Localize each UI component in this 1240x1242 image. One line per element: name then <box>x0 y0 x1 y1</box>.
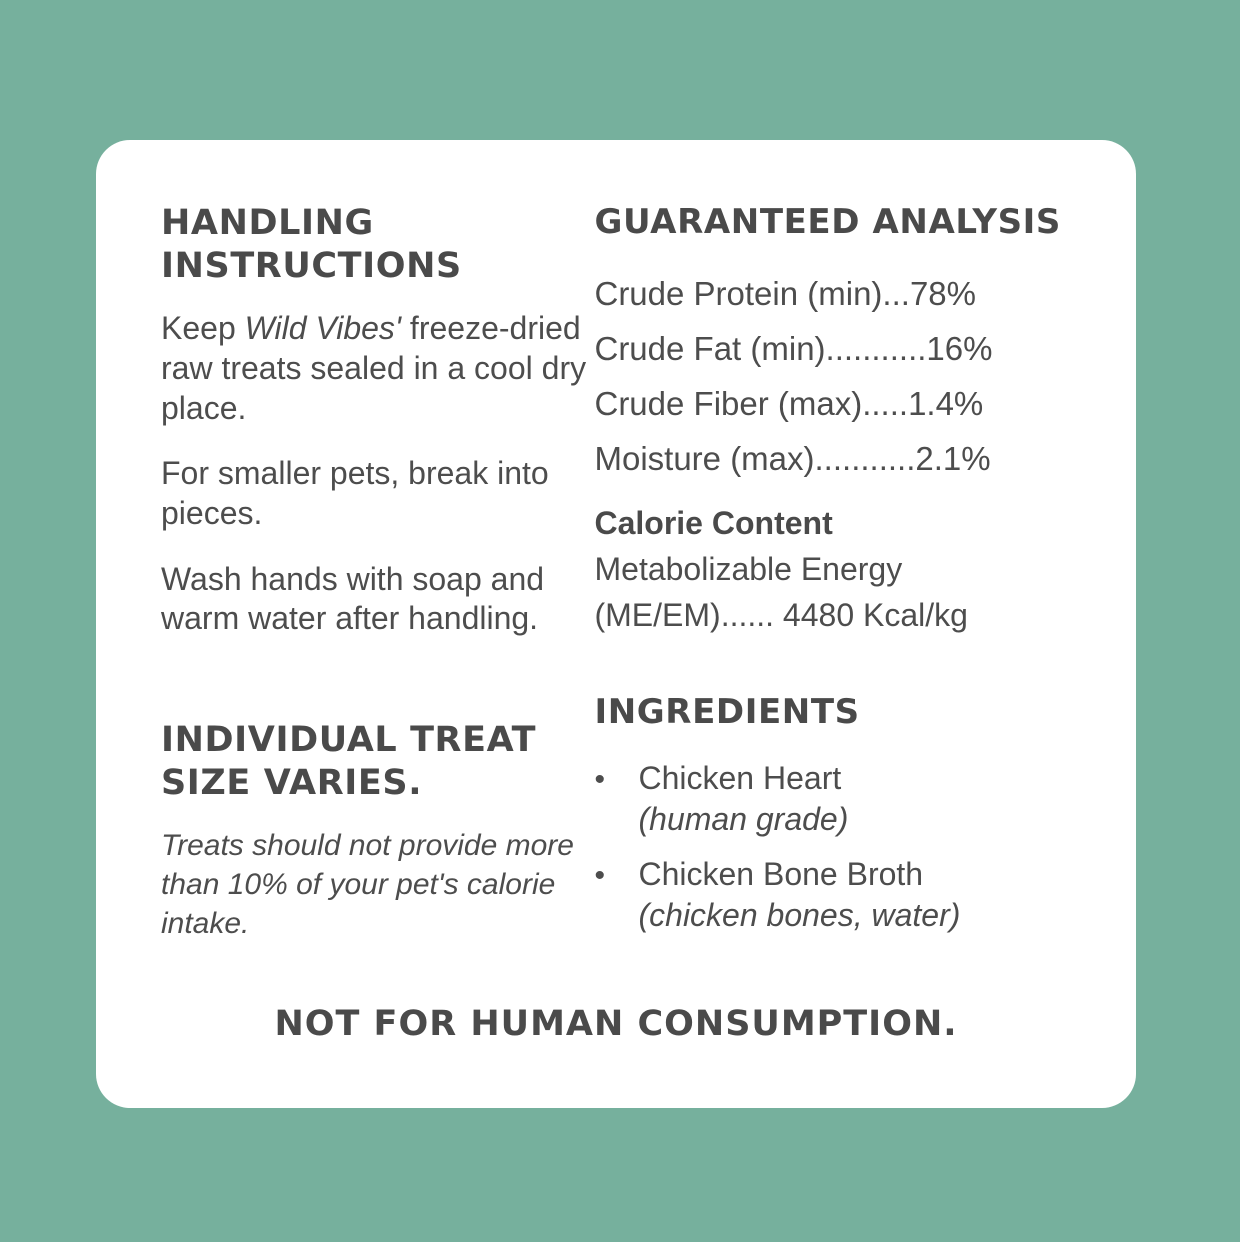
ga-label: Moisture (max) <box>594 439 815 477</box>
ga-dots: ... <box>882 275 910 313</box>
right-section-gap <box>594 638 1074 692</box>
calorie-content-subhead: Calorie Content <box>594 504 833 541</box>
ingredient-text <box>638 758 848 840</box>
bullet-icon: • <box>594 858 605 892</box>
label-columns <box>158 202 1074 950</box>
handling-paragraph-1-prefix: Keep <box>161 310 245 347</box>
ga-label: Crude Protein (min) <box>594 275 883 313</box>
ga-label: Crude Fiber (max) <box>594 385 863 422</box>
guaranteed-analysis-row <box>594 322 1074 377</box>
guaranteed-analysis-row <box>594 432 1074 487</box>
handling-paragraph-2: For smaller pets, break into pieces. <box>161 455 549 532</box>
ingredient-detail: (chicken bones, water) <box>638 896 961 933</box>
left-section-gap <box>161 665 594 719</box>
ga-label: Crude Fat (min) <box>594 330 826 368</box>
ga-value: 1.4% <box>908 385 984 422</box>
ga-value: 78% <box>909 275 976 313</box>
left-column <box>158 202 594 943</box>
handling-instructions-heading: HANDLING INSTRUCTIONS <box>161 203 462 286</box>
right-column <box>594 202 1074 950</box>
ingredients-list <box>594 758 1074 936</box>
not-for-human-consumption-footer: NOT FOR HUMAN CONSUMPTION. <box>274 1004 958 1044</box>
ga-dots: ..... <box>862 385 909 422</box>
ingredient-name: Chicken Bone Broth <box>638 855 924 892</box>
list-item <box>594 758 1074 840</box>
product-label-card <box>96 140 1136 1108</box>
guaranteed-analysis-row <box>594 377 1074 432</box>
guaranteed-analysis-row <box>594 267 1074 322</box>
ingredients-heading: INGREDIENTS <box>594 692 860 733</box>
ga-value: 16% <box>926 330 993 368</box>
treat-size-note: Treats should not provide more than 10% of your pet's calorie intake. <box>161 829 574 941</box>
handling-paragraph-3: Wash hands with soap and warm water after handling. <box>161 560 545 637</box>
guaranteed-analysis-heading: GUARANTEED ANALYSIS <box>594 202 1062 242</box>
ingredient-detail: (human grade) <box>638 800 849 837</box>
ingredient-text <box>638 854 960 936</box>
calorie-content-line-1: Metabolizable Energy <box>594 550 903 587</box>
ingredient-name: Chicken Heart <box>638 759 842 796</box>
brand-name: Wild Vibes' <box>244 310 402 347</box>
treat-size-heading: INDIVIDUAL TREAT SIZE VARIES. <box>161 720 537 803</box>
ga-value: 2.1% <box>915 439 991 477</box>
ga-dots: ........... <box>825 330 927 368</box>
list-item <box>594 854 1074 936</box>
ga-dots: ........... <box>814 439 916 477</box>
handling-paragraph-1-suffix: freeze-dried raw treats sealed in a cool dry place. <box>161 310 587 426</box>
calorie-content-line-2: (ME/EM)...... 4480 Kcal/kg <box>594 596 968 633</box>
bullet-icon: • <box>594 762 605 796</box>
handling-paragraph-1 <box>161 309 594 428</box>
